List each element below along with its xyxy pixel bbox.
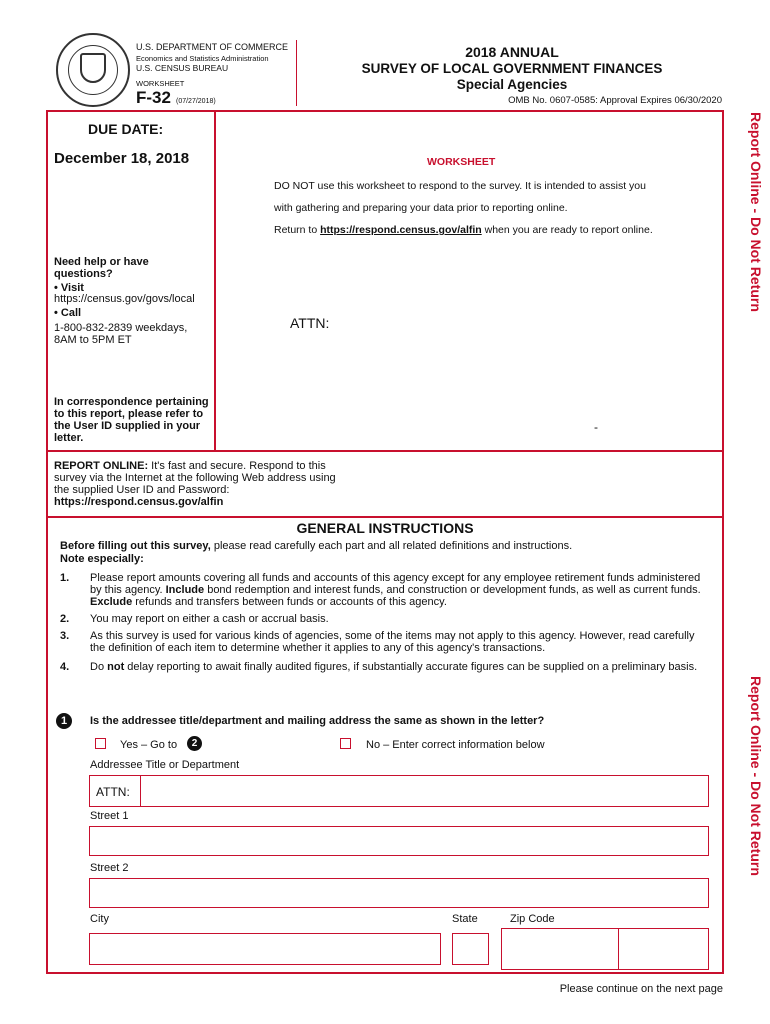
no-checkbox[interactable] [340,738,351,749]
due-date: December 18, 2018 [54,150,190,167]
zip-divider [618,929,619,969]
omb-number: OMB No. 0607-0585: Approval Expires 06/30/2020 [508,95,722,106]
user-id-dash: - [594,420,598,434]
bureau-name: U.S. CENSUS BUREAU [136,63,229,73]
state-field[interactable] [452,933,489,965]
form-number: F-32 [136,88,171,107]
worksheet-notice-3: Return to https://respond.census.gov/alfin when you are ready to report online. [274,224,653,236]
instruction-1: Please report amounts covering all funds and accounts of this agency except for any employee retirement funds administered by this agency. Include bond redemption and interest funds, and construction or development funds, as well as current funds. Exclude refunds and transfers between funds or accounts of this agency. [90,572,701,608]
yes-label: Yes – Go to [120,739,178,751]
survey-subtitle: Special Agencies [456,77,568,92]
due-date-label: DUE DATE: [88,121,164,137]
correspondence-note: In correspondence pertaining to this report, please refer to the User ID supplied in your letter. [54,396,209,444]
instruction-3: As this survey is used for various kinds of agencies, some of the items may not apply to this agency. However, read carefully the definition of each item to determine whether it applies to any of this agency's transactions. [90,630,695,654]
visit-label: • Visit [54,282,84,294]
city-field[interactable] [89,933,441,965]
goto-question-2-icon: 2 [187,736,202,751]
call-label: • Call [54,307,82,319]
note-especially: Note especially: [60,553,144,565]
zip-label: Zip Code [510,913,555,925]
street-2-field[interactable] [89,878,709,908]
worksheet-notice-2: with gathering and preparing your data prior to reporting online. [274,202,568,214]
report-online-url[interactable]: https://respond.census.gov/alfin [54,496,224,508]
zip-code-field[interactable] [501,928,709,970]
street-1-field[interactable] [89,826,709,856]
no-label: No – Enter correct information below [366,739,545,751]
attn-divider [140,776,141,806]
instruction-2: You may report on either a cash or accrual basis. [90,613,329,625]
city-label: City [90,913,109,925]
side-text-bottom: Report Online - Do Not Return [748,676,764,876]
side-text-top: Report Online - Do Not Return [748,112,764,312]
attn-field-label: ATTN: [96,785,130,799]
divider-report-online [46,450,724,452]
admin-name: Economics and Statistics Administration [136,54,269,63]
left-panel-divider [214,110,216,452]
worksheet-heading: WORKSHEET [427,156,496,168]
respond-link[interactable]: https://respond.census.gov/alfin [320,224,482,236]
attn-label: ATTN: [290,315,330,331]
divider-instructions [46,516,724,518]
worksheet-label: WORKSHEET [136,79,185,88]
state-label: State [452,913,478,925]
phone-number: 1-800-832-2839 weekdays, 8AM to 5PM ET [54,322,188,346]
addressee-title-field[interactable] [89,775,709,807]
instruction-1-number: 1. [60,572,70,584]
continue-footer: Please continue on the next page [559,983,723,995]
instructions-heading: GENERAL INSTRUCTIONS [296,520,474,536]
addressee-title-label: Addressee Title or Department [90,759,240,771]
survey-title: SURVEY OF LOCAL GOVERNMENT FINANCES [361,61,663,76]
help-url[interactable]: https://census.gov/govs/local [54,293,195,305]
census-seal [56,33,130,107]
instruction-2-number: 2. [60,613,70,625]
dept-name: U.S. DEPARTMENT OF COMMERCE [136,42,289,52]
question-1-text: Is the addressee title/department and mailing address the same as shown in the letter? [90,715,545,727]
report-online-text: REPORT ONLINE: It's fast and secure. Respond to this survey via the Internet at the following Web address using the supplied User ID and Password: https://respond.census.gov/alfin [54,460,336,508]
instruction-4-number: 4. [60,661,70,673]
instruction-4: Do not delay reporting to await finally audited figures, if substantially accurate figures can be supplied on a preliminary basis. [90,661,698,673]
street-1-label: Street 1 [90,810,129,822]
form-date: (07/27/2018) [176,98,216,105]
instruction-3-number: 3. [60,630,70,642]
instructions-intro: Before filling out this survey, please read carefully each part and all related definitions and instructions. [60,540,573,552]
yes-checkbox[interactable] [95,738,106,749]
help-heading: Need help or have questions? [54,256,149,280]
worksheet-notice-1: DO NOT use this worksheet to respond to the survey. It is intended to assist you [274,180,646,192]
header-divider [296,40,297,106]
survey-year-title: 2018 ANNUAL [465,44,559,60]
street-2-label: Street 2 [90,862,129,874]
question-1-number: 1 [56,713,72,729]
